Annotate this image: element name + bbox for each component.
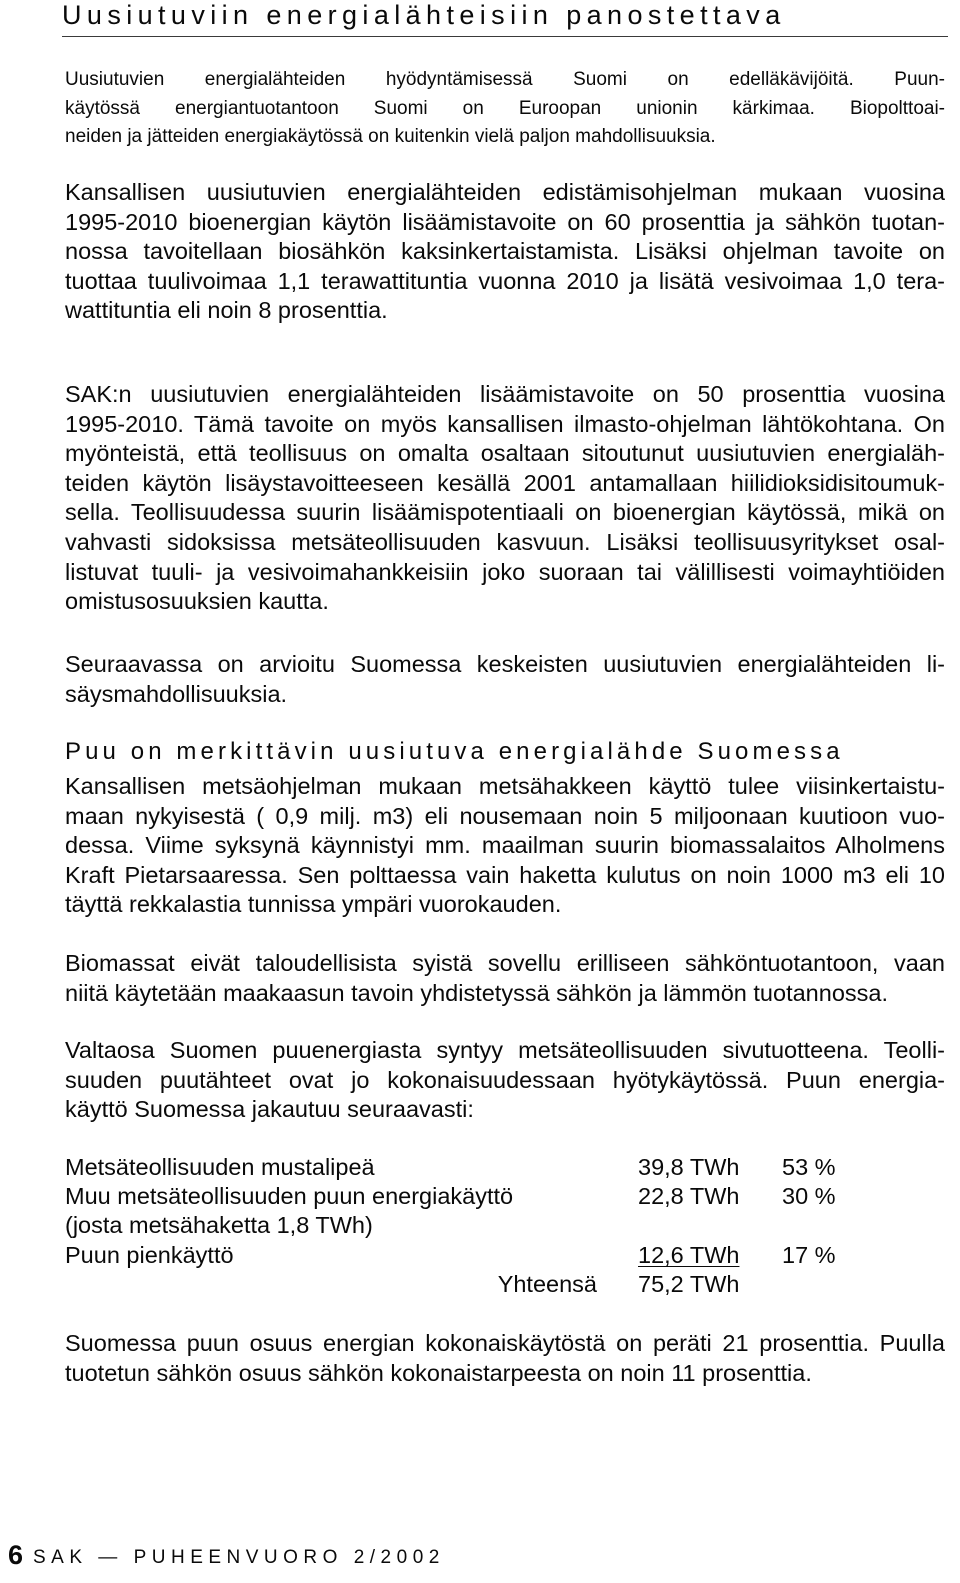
text-line: Uusiutuvien energialähteiden hyödyntämisessä Suomi on edelläkävijöitä. Puun- — [65, 69, 945, 90]
text-line: tuottaa tuulivoimaa 1,1 terawattituntia vuonna 2010 ja lisätä vesivoimaa 1,0 tera- — [65, 267, 945, 294]
text-line: neiden ja jätteiden energiakäytössä on kuitenkin vielä paljon mahdollisuuksia. — [65, 126, 716, 147]
text-line: 1995-2010. Tämä tavoite on myös kansallisen ilmasto-ohjelman lähtökohtana. On — [65, 410, 945, 437]
publication-name: SAK — PUHEENVUORO 2/2002 — [33, 1547, 445, 1568]
text-line: wattituntia eli noin 8 prosenttia. — [65, 297, 388, 324]
row-value: 22,8 TWh — [638, 1183, 740, 1209]
programme-targets-paragraph — [65, 178, 945, 326]
biomass-paragraph — [65, 949, 945, 1008]
total-label: Yhteensä — [497, 1271, 597, 1297]
table-row — [65, 1153, 945, 1183]
text-line: dessa. Viime syksynä käynnistyi mm. maailman suurin biomassalaitos Alholmens — [65, 832, 945, 859]
row-share: 30 % — [782, 1183, 836, 1209]
section-heading: Puu on merkittävin uusiutuva energialähde Suomessa — [65, 738, 844, 765]
row-label: Metsäteollisuuden mustalipeä — [65, 1154, 375, 1180]
text-line: maan nykyisestä ( 0,9 milj. m3) eli nousemaan noin 5 miljoonaan kuutioon vuo- — [65, 802, 945, 829]
text-line: Seuraavassa on arvioitu Suomessa keskeisten uusiutuvien energialähteiden li- — [65, 651, 945, 677]
text-line: niitä käytetään maakaasun tavoin yhdistetyssä sähkön ja lämmön tuotannossa. — [65, 979, 888, 1006]
table-row — [65, 1211, 945, 1241]
page-footer — [0, 1540, 960, 1572]
page-title: Uusiutuviin energialähteisiin panostettava — [62, 0, 786, 30]
row-share: 53 % — [782, 1154, 836, 1180]
row-value: 39,8 TWh — [638, 1154, 740, 1180]
outlook-paragraph — [65, 650, 945, 709]
text-line: käyttö Suomessa jakautuu seuraavasti: — [65, 1096, 474, 1123]
text-line: tuotetun sähkön osuus sähkön kokonaistarpeesta on noin 11 prosenttia. — [65, 1359, 812, 1386]
text-line: Biomassat eivät taloudellisista syistä sovellu erilliseen sähköntuotantoon, vaan — [65, 950, 945, 976]
forest-programme-paragraph — [65, 772, 945, 920]
text-line: myönteistä, että teollisuus on omalta osaltaan sitoutunut uusiutuvien energialäh- — [65, 440, 945, 467]
row-share: 17 % — [782, 1242, 836, 1268]
text-line: käytössä energiantuotantoon Suomi on Euroopan unionin kärkimaa. Biopolttoai- — [65, 97, 945, 119]
text-line: Kansallisen metsäohjelman mukaan metsähakkeen käyttö tulee viisinkertaistu- — [65, 773, 945, 799]
text-line: sella. Teollisuudessa suurin lisäämispotentiaali on bioenergian käytössä, mikä on — [65, 499, 945, 526]
text-line: Kansallisen uusiutuvien energialähteiden edistämisohjelman mukaan vuosina — [65, 179, 945, 205]
closing-paragraph — [65, 1329, 945, 1388]
page-number: 6 — [8, 1540, 24, 1570]
table-row — [65, 1182, 945, 1212]
text-line: Kraft Pietarsaaressa. Sen polttaessa vain haketta kulutus on noin 1000 m3 eli 10 — [65, 861, 945, 888]
wood-energy-table — [65, 1153, 945, 1303]
text-line: vahvasti sidoksissa metsäteollisuuden kasvuun. Lisäksi teollisuusyritykset osal- — [65, 528, 945, 555]
sak-target-paragraph — [65, 380, 945, 617]
text-line: Valtaosa Suomen puuenergiasta syntyy metsäteollisuuden sivutuotteena. Teolli- — [65, 1037, 945, 1063]
text-line: SAK:n uusiutuvien energialähteiden lisäämistavoite on 50 prosenttia vuosina — [65, 381, 945, 407]
text-line: listuvat tuuli- ja vesivoimahankkeisiin joko suoraan tai välillisesti voimayhtiöiden — [65, 558, 945, 585]
text-line: nossa tavoitellaan biosähkön kaksinkertaistamista. Lisäksi ohjelman tavoite on — [65, 238, 945, 265]
text-line: 1995-2010 bioenergian käytön lisäämistavoite on 60 prosenttia ja sähkön tuotan- — [65, 208, 945, 235]
row-value: 12,6 TWh — [638, 1242, 740, 1268]
row-label: Puun pienkäyttö — [65, 1242, 234, 1268]
text-line: suuden puutähteet ovat jo kokonaisuudessaan hyötykäytössä. Puun energia- — [65, 1066, 945, 1093]
table-total-row — [65, 1270, 945, 1300]
wood-energy-use-paragraph — [65, 1036, 945, 1125]
row-label: Muu metsäteollisuuden puun energiakäyttö — [65, 1183, 514, 1209]
title-underline — [62, 36, 948, 37]
text-line: säysmahdollisuuksia. — [65, 680, 288, 707]
text-line: omistusosuuksien kautta. — [65, 588, 329, 615]
intro-paragraph — [65, 66, 945, 152]
text-line: Suomessa puun osuus energian kokonaiskäytöstä on peräti 21 prosenttia. Puulla — [65, 1330, 945, 1356]
text-line: teiden käytön lisäystavoitteeseen kesällä 2001 antamallaan hiilidioksidisitoumuk- — [65, 469, 945, 496]
text-line: täyttä rekkalastia tunnissa ympäri vuorokauden. — [65, 891, 562, 918]
table-row — [65, 1241, 945, 1271]
row-note: (josta metsähaketta 1,8 TWh) — [65, 1212, 373, 1238]
total-value: 75,2 TWh — [638, 1271, 740, 1297]
